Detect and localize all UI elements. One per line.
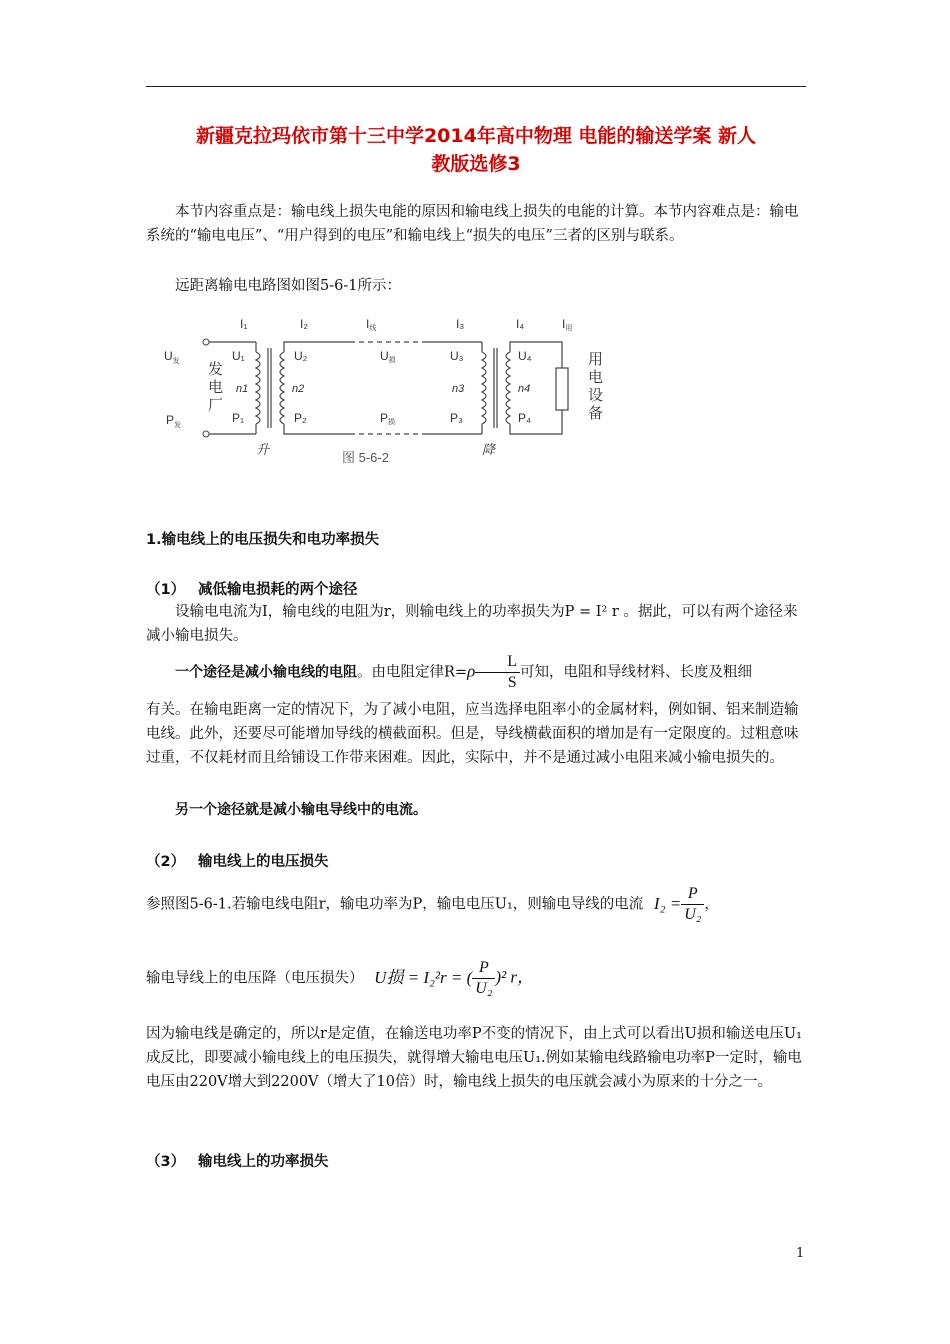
device-char-3: 设 <box>588 386 604 404</box>
current-label-2: I₂ <box>300 317 308 331</box>
current-label-3: I₃ <box>456 317 465 331</box>
device-char-4: 备 <box>588 404 604 422</box>
u1-label: U₁ <box>232 349 245 363</box>
load-resistor <box>556 368 568 410</box>
generator-power-label: $P_发$ <box>166 413 182 429</box>
n4-label: n4 <box>518 383 531 395</box>
diagram-intro: 远距离输电电路图如图5-6-1所示： <box>175 278 401 294</box>
plant-char-2: 电 <box>208 378 224 396</box>
p3-label: P₃ <box>450 411 463 425</box>
n3-label: n3 <box>452 383 465 395</box>
step-up-label: 升 <box>256 443 270 458</box>
title-line-2: 教版选修3 <box>431 153 521 175</box>
plant-char-1: 发 <box>208 360 224 378</box>
current-label-line: I线 <box>366 317 377 332</box>
section-1-heading: 1.输电线上的电压损失和电功率损失 <box>146 532 380 548</box>
sub1-paragraph-3: 有关。在输电距离一定的情况下，为了减小电阻，应当选择电阻率小的金属材料，例如铜、铝来制造输电线。此外，还要尽可能增加导线的横截面积。但是，导线横截面积的增加是有一定限度的。过粗意味过重，不仅耗材而且给铺设工作带来困难。因此，实际中，并不是通过减小电阻来减小输电损失的。 <box>146 702 799 766</box>
intro-paragraph: 本节内容重点是：输电线上损失电能的原因和输电线上损失的电能的计算。本节内容难点是：输电系统的“输电电压”、“用户得到的电压”和输电线上“损失的电压”三者的区别与联系。 <box>146 204 799 244</box>
current-label-user: I用 <box>562 317 573 332</box>
p4-label: P₄ <box>518 411 531 425</box>
current-equation-line: 参照图5-6-1.若输电线电阻r，输电功率为P，输电电压U₁，则输电导线的电流 I₂ = $\frac{P}{\text{U₂}}$ ， <box>146 885 719 923</box>
n2-label: n2 <box>292 383 305 395</box>
step-down-label: 降 <box>482 443 496 458</box>
sub1-paragraph-4: 另一个途径就是减小输电导线中的电流。 <box>175 802 427 818</box>
p-loss-label: P损 <box>380 411 396 426</box>
header-rule <box>146 86 806 87</box>
current-label-1: I₁ <box>240 317 248 331</box>
subsection-1-heading: （1） 减低输电损耗的两个途径 <box>146 582 358 598</box>
subsection-2-heading: （2） 输电线上的电压损失 <box>146 854 329 870</box>
n1-label: n1 <box>236 383 249 395</box>
current-label-4: I₄ <box>516 317 525 331</box>
title-line-1: 新疆克拉玛依市第十三中学2014年高中物理 电能的输送学案 新人 <box>195 125 757 147</box>
p1-label: P₁ <box>232 411 245 425</box>
p2-label: P₂ <box>294 411 307 425</box>
u2-label: U₂ <box>294 349 308 363</box>
subsection-3-heading: （3） 输电线上的功率损失 <box>146 1154 329 1170</box>
plant-char-3: 厂 <box>208 396 224 414</box>
document-title <box>140 122 812 178</box>
diagram-caption: 图 5-6-2 <box>342 450 389 465</box>
u4-label: U₄ <box>518 349 532 363</box>
voltage-loss-equation-line: 输电导线上的电压降（电压损失） U损 = I₂²r = ( $\frac{P}{\text{U₂}}$ )² r， <box>146 959 535 997</box>
generator-voltage-label: $U_发$ <box>164 349 180 365</box>
page-number: 1 <box>796 1246 805 1261</box>
sub2-paragraph-3: 因为输电线是确定的，所以r是定值，在输送电功率P不变的情况下，由上式可以看出U损和输送电压U₁成反比，即要减小输电线上的电压损失，就得增大输电电压U₁.例如某输电线路输电功率P一定时，输电电压由220V增大到2200V（增大了10倍）时，输电线上损失的电压就会减小为原来的十分之一。 <box>146 1026 802 1090</box>
device-char-2: 电 <box>588 368 604 386</box>
device-char-1: 用 <box>588 350 604 368</box>
u-loss-label: U损 <box>380 349 396 364</box>
sub1-paragraph-1: 设输电电流为I，输电线的电阻为r，则输电线上的功率损失为P = I² r 。据此，可以有两个途径来减小输电损失。 <box>146 604 798 644</box>
sub1-paragraph-2: 一个途径是减小输电线的电阻。由电阻定律R=ρ $\frac{L}{S}$ 可知，电阻和导线材料、长度及粗细 <box>175 653 753 691</box>
transmission-circuit-diagram <box>160 312 620 472</box>
u3-label: U₃ <box>450 349 464 363</box>
